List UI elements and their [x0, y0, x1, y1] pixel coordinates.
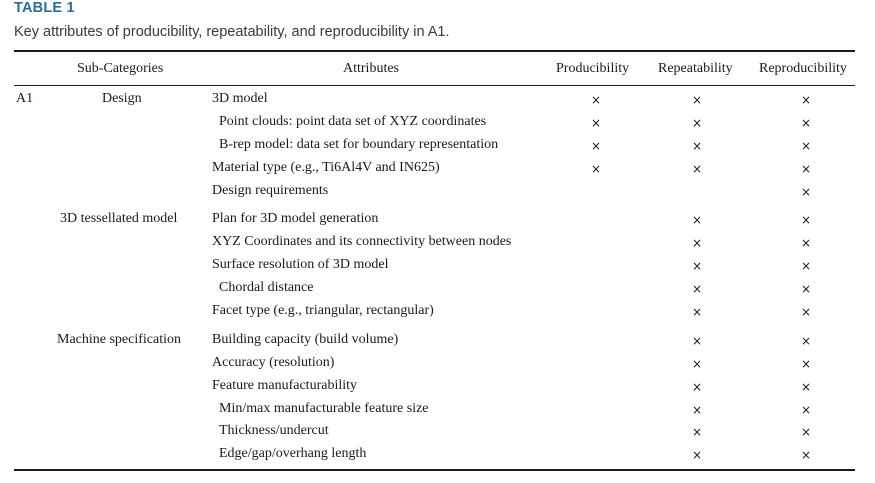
repeatability-mark: ×	[691, 448, 703, 462]
repeatability-mark: ×	[691, 162, 703, 176]
attribute-cell: Accuracy (resolution)	[212, 355, 335, 370]
repeatability-mark: ×	[691, 380, 703, 394]
header-producibility: Producibility	[556, 61, 630, 76]
repeatability-mark: ×	[691, 282, 703, 296]
repeatability-mark: ×	[691, 213, 703, 227]
subcategory-3d-tessellated-model: 3D tessellated model	[60, 211, 178, 226]
attribute-cell: Feature manufacturability	[212, 378, 357, 393]
table-caption: Key attributes of producibility, repeatability, and reproducibility in A1.	[14, 24, 450, 40]
attribute-cell: Min/max manufacturable feature size	[219, 401, 429, 416]
attribute-cell: Chordal distance	[219, 280, 314, 295]
attribute-cell: Surface resolution of 3D model	[212, 257, 389, 272]
attribute-cell: Design requirements	[212, 183, 329, 198]
attribute-cell: Thickness/undercut	[219, 423, 329, 438]
reproducibility-mark: ×	[800, 259, 812, 273]
producibility-mark: ×	[590, 93, 602, 107]
attribute-cell: Point clouds: point data set of XYZ coordinates	[219, 114, 487, 129]
repeatability-mark: ×	[691, 305, 703, 319]
header-reproducibility: Reproducibility	[759, 61, 847, 76]
header-rule	[14, 85, 855, 86]
repeatability-mark: ×	[691, 425, 703, 439]
reproducibility-mark: ×	[800, 282, 812, 296]
header-attributes: Attributes	[343, 61, 399, 76]
reproducibility-mark: ×	[800, 116, 812, 130]
reproducibility-mark: ×	[800, 139, 812, 153]
reproducibility-mark: ×	[800, 93, 812, 107]
repeatability-mark: ×	[691, 403, 703, 417]
bottom-rule	[14, 469, 855, 471]
table-label: TABLE 1	[14, 0, 75, 16]
reproducibility-mark: ×	[800, 305, 812, 319]
attribute-cell: Material type (e.g., Ti6Al4V and IN625)	[212, 160, 440, 175]
reproducibility-mark: ×	[800, 162, 812, 176]
attribute-cell: 3D model	[212, 91, 268, 106]
header-repeatability: Repeatability	[658, 61, 733, 76]
repeatability-mark: ×	[691, 259, 703, 273]
attribute-cell: B-rep model: data set for boundary representation	[219, 137, 499, 152]
attribute-cell: Facet type (e.g., triangular, rectangular)	[212, 303, 434, 318]
producibility-mark: ×	[590, 139, 602, 153]
repeatability-mark: ×	[691, 357, 703, 371]
repeatability-mark: ×	[691, 334, 703, 348]
subcategory-machine-specification: Machine specification	[57, 332, 182, 347]
attribute-cell: Plan for 3D model generation	[212, 211, 379, 226]
producibility-mark: ×	[590, 162, 602, 176]
repeatability-mark: ×	[691, 236, 703, 250]
attribute-cell: Edge/gap/overhang length	[219, 446, 367, 461]
header-subcategories: Sub-Categories	[77, 61, 164, 76]
reproducibility-mark: ×	[800, 357, 812, 371]
reproducibility-mark: ×	[800, 185, 812, 199]
producibility-mark: ×	[590, 116, 602, 130]
repeatability-mark: ×	[691, 93, 703, 107]
reproducibility-mark: ×	[800, 448, 812, 462]
reproducibility-mark: ×	[800, 236, 812, 250]
attribute-cell: Building capacity (build volume)	[212, 332, 399, 347]
reproducibility-mark: ×	[800, 213, 812, 227]
repeatability-mark: ×	[691, 139, 703, 153]
reproducibility-mark: ×	[800, 380, 812, 394]
category-a1: A1	[16, 91, 34, 106]
top-rule	[14, 50, 855, 52]
subcategory-design: Design	[102, 91, 142, 106]
attribute-cell: XYZ Coordinates and its connectivity between nodes	[212, 234, 512, 249]
reproducibility-mark: ×	[800, 403, 812, 417]
repeatability-mark: ×	[691, 116, 703, 130]
reproducibility-mark: ×	[800, 425, 812, 439]
reproducibility-mark: ×	[800, 334, 812, 348]
